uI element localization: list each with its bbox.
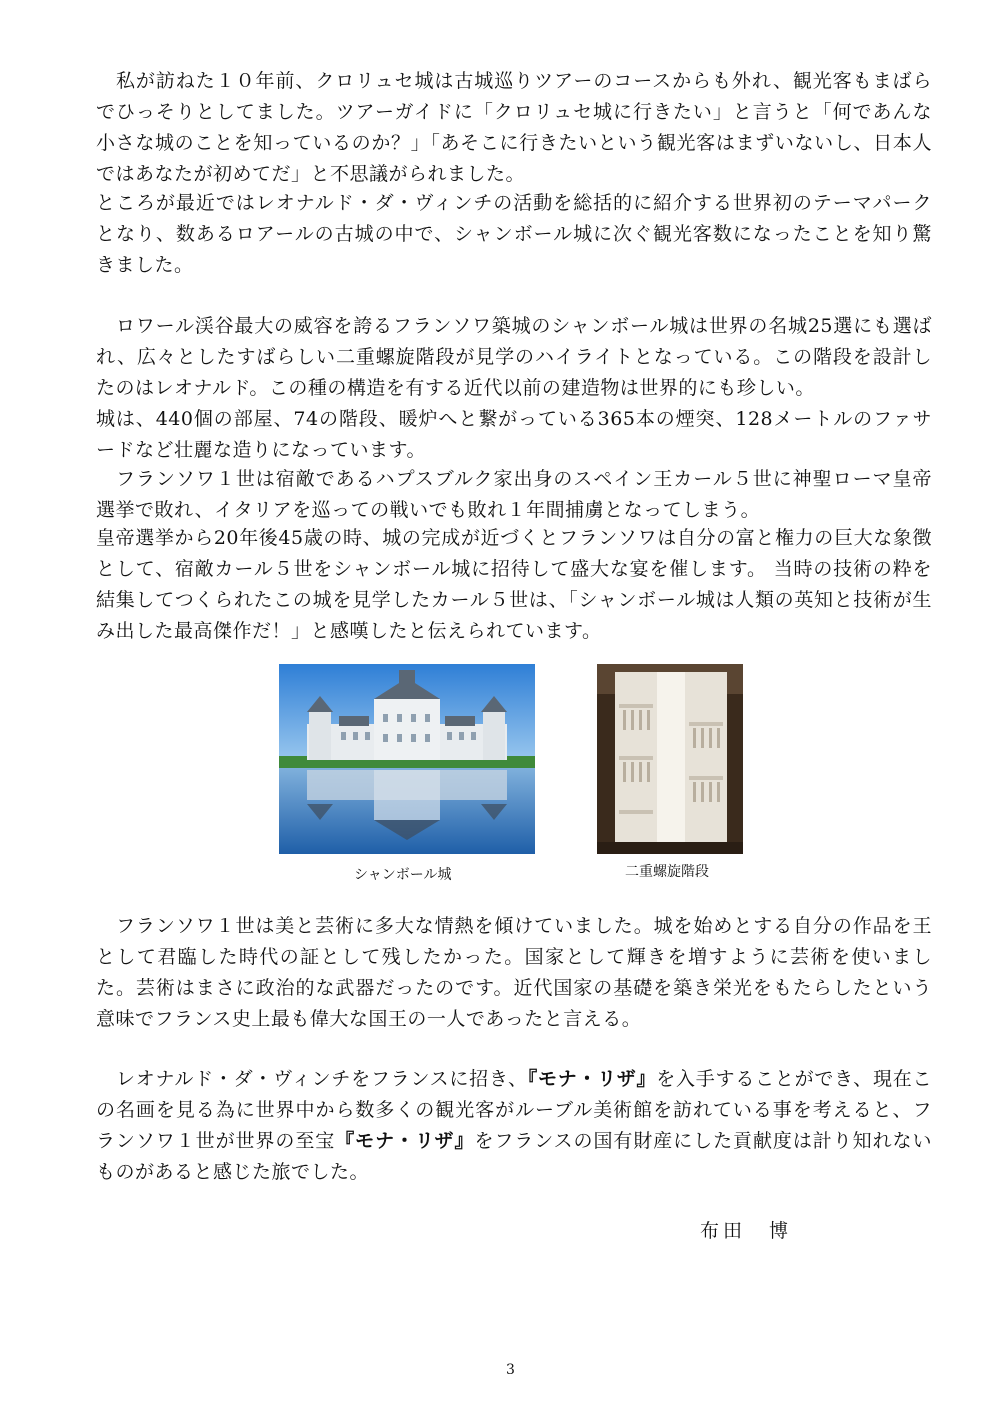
paragraph-mona-lisa (96, 1064, 932, 1188)
mona-lisa-title-2: 『モナ・リザ』 (335, 1130, 475, 1152)
castle-photo-caption: シャンボール城 (354, 867, 452, 883)
mona-lisa-text-b: を入手することができ、現在この名画を見る為に世界中から数多くの観光客がルーブル美術館を訪れている事を考えると、フランソワ１世が世界の至宝 (96, 1068, 932, 1152)
paragraph-castle-facts: 城は、440個の部屋、74の階段、暖炉へと繋がっている365本の煙突、128メートルのファサードなど壮麗な造りになっています。 (96, 408, 932, 461)
paragraph-charles-visit: 皇帝選挙から20年後45歳の時、城の完成が近づくとフランソワは自分の富と権力の巨大な象徴として、宿敵カール５世をシャンボール城に招待して盛大な宴を催します。 当時の技術の粋を結集してつくられたこの城を見学したカール５世は、「シャンボール城は人類の英知と技術が生み出した最高傑作だ！」と感嘆したと伝えられています。 (96, 527, 932, 642)
double-helix-staircase-photo (597, 664, 743, 854)
paragraph-theme-park: ところが最近ではレオナルド・ダ・ヴィンチの活動を総括的に紹介する世界初のテーマパークとなり、数あるロアールの古城の中で、シャンボール城に次ぐ観光客数になったことを知り驚きました。 (96, 192, 932, 276)
author-name: 布田 博 (700, 1220, 793, 1242)
staircase-photo-caption: 二重螺旋階段 (625, 864, 709, 880)
paragraph-chambord-staircase: ロワール渓谷最大の威容を誇るフランソワ築城のシャンボール城は世界の名城25選にも選ばれ、広々としたすばらしい二重螺旋階段が見学のハイライトとなっている。この階段を設計したのはレオナルド。この種の構造を有する近代以前の建造物は世界的にも珍しい。 (96, 315, 932, 399)
chambord-castle-photo (279, 664, 535, 854)
paragraph-francois-defeat: フランソワ１世は宿敵であるハプスブルク家出身のスペイン王カール５世に神聖ローマ皇帝選挙で敗れ、イタリアを巡っての戦いでも敗れ１年間捕虜となってしまう。 (96, 468, 932, 521)
mona-lisa-text-a: レオナルド・ダ・ヴィンチをフランスに招き、 (116, 1068, 528, 1090)
paragraph-clos-luce-visit: 私が訪ねた１０年前、クロリュセ城は古城巡りツアーのコースからも外れ、観光客もまばらでひっそりとしてました。ツアーガイドに「クロリュセ城に行きたい」と言うと「何であんな小さな城のことを知っているのか？」「あそこに行きたいという観光客はまずいないし、日本人ではあなたが初めてだ」と不思議がられました。 (96, 70, 932, 185)
page-number: 3 (506, 1362, 515, 1378)
paragraph-art-passion: フランソワ１世は美と芸術に多大な情熱を傾けていました。城を始めとする自分の作品を王として君臨した時代の証として残したかった。国家として輝きを増すように芸術を使いました。芸術はまさに政治的な武器だったのです。近代国家の基礎を築き栄光をもたらしたという意味でフランス史上最も偉大な国王の一人であったと言える。 (96, 915, 932, 1030)
mona-lisa-text-c: をフランスの国有財産にした貢献度は計り知れないものがあると感じた旅でした。 (96, 1130, 932, 1183)
mona-lisa-title: 『モナ・リザ』 (527, 1068, 657, 1090)
